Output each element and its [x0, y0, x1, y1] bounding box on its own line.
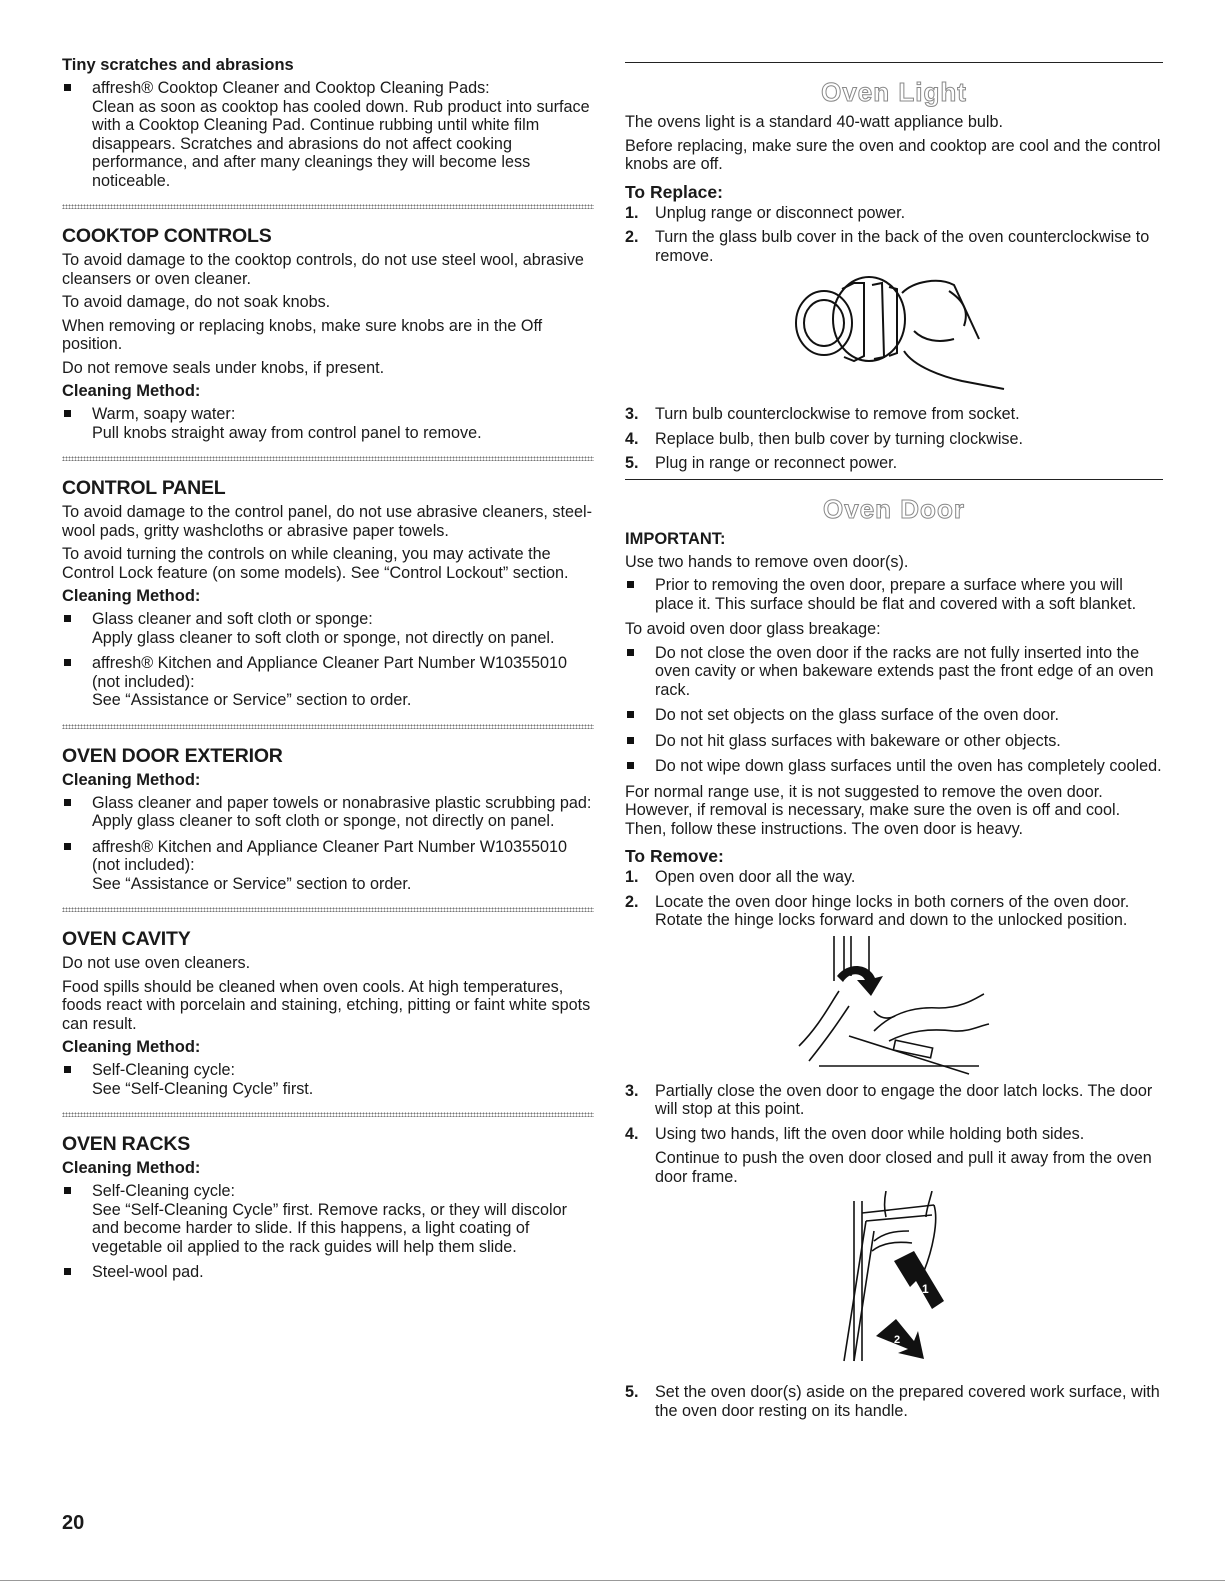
- list-item: affresh® Kitchen and Appliance Cleaner Part Number W10355010 (not included): See “Assistance or Service” section to order.: [62, 838, 594, 894]
- scratches-list: [62, 79, 594, 190]
- paragraph: Do not remove seals under knobs, if present.: [62, 358, 385, 377]
- paragraph: To avoid damage, do not soak knobs.: [62, 293, 331, 311]
- replace-steps: [625, 204, 1163, 266]
- oven-light-title: Oven Light: [821, 77, 967, 107]
- oven-racks-methods: [62, 1182, 594, 1282]
- control-panel-heading: CONTROL PANEL: [62, 477, 226, 499]
- list-item: Self-Cleaning cycle: See “Self-Cleaning Cycle” first.: [62, 1061, 594, 1098]
- cooktop-controls-heading: COOKTOP CONTROLS: [62, 225, 272, 247]
- door-lift-illustration: [814, 1191, 974, 1371]
- list-item: Do not hit glass surfaces with bakeware or other objects.: [625, 732, 1163, 751]
- list-item: Do not wipe down glass surfaces until the oven has completely cooled.: [625, 757, 1163, 776]
- svg-text:2: 2: [894, 1334, 901, 1346]
- list-item: 5. Set the oven door(s) aside on the prepared covered work surface, with the oven door resting on its handle.: [625, 1383, 1160, 1420]
- remove-steps: [625, 868, 1163, 930]
- list-item: Do not set objects on the glass surface of the oven door.: [625, 706, 1163, 725]
- paragraph: To avoid turning the controls on while cleaning, you may activate the Control Lock feature (on some models). See “Control Lockout” section.: [62, 545, 569, 582]
- cleaning-method-label: Cleaning Method:: [62, 1038, 201, 1056]
- cleaning-method-label: Cleaning Method:: [62, 770, 201, 789]
- list-item: 4. Replace bulb, then bulb cover by turning clockwise.: [625, 429, 1024, 448]
- door-exterior-methods: [62, 794, 594, 894]
- section-rule: [625, 62, 1163, 63]
- paragraph: To avoid oven door glass breakage:: [625, 620, 881, 638]
- list-item: Glass cleaner and soft cloth or sponge: Apply glass cleaner to soft cloth or sponge, not directly on panel.: [62, 610, 594, 647]
- list-item: 5. Plug in range or reconnect power.: [625, 454, 898, 472]
- paragraph: Food spills should be cleaned when oven cools. At high temperatures, foods react with porcelain and staining, etching, pitting or faint white spots can result.: [62, 977, 591, 1033]
- cleaning-method-label: Cleaning Method:: [62, 1159, 201, 1177]
- bullet-icon: [627, 649, 634, 656]
- paragraph: Before replacing, make sure the oven and cooktop are cool and the control knobs are off.: [625, 136, 1161, 173]
- bullet-icon: [64, 84, 71, 91]
- section-divider: [62, 204, 594, 209]
- list-item: Warm, soapy water: Pull knobs straight away from control panel to remove.: [62, 405, 594, 442]
- list-item: 2. Turn the glass bulb cover in the back of the oven counterclockwise to remove.: [625, 228, 1150, 265]
- bullet-icon: [64, 410, 71, 417]
- list-item: Prior to removing the oven door, prepare a surface where you will place it. This surface should be flat and covered with a soft blanket.: [625, 576, 1163, 613]
- paragraph: To avoid damage to the cooktop controls, do not use steel wool, abrasive cleansers or oven cleaner.: [62, 251, 584, 288]
- bulb-cover-illustration: [764, 271, 1024, 401]
- replace-steps-continued: [625, 405, 1163, 473]
- svg-text:1: 1: [922, 1282, 929, 1296]
- cleaning-method-label: Cleaning Method:: [62, 382, 201, 400]
- list-item: Steel-wool pad.: [62, 1263, 594, 1282]
- bullet-icon: [64, 1187, 71, 1194]
- bullet-icon: [64, 843, 71, 850]
- bullet-icon: [64, 615, 71, 622]
- hinge-lock-illustration: [779, 936, 1009, 1076]
- section-divider: [62, 1112, 594, 1117]
- to-replace-heading: To Replace:: [625, 181, 723, 202]
- list-item: Glass cleaner and paper towels or nonabrasive plastic scrubbing pad: Apply glass cleaner to soft cloth or sponge, not directly on panel.: [62, 794, 594, 831]
- list-item: affresh® Cooktop Cleaner and Cooktop Cleaning Pads: Clean as soon as cooktop has cooled down. Rub product into surface with a Cooktop Cleaning Pad. Continue rubbing until white film disappears. Scratches and abrasions do not affect cooking performance, and after many cleanings they will become less noticeable.: [62, 79, 594, 190]
- paragraph: The ovens light is a standard 40-watt appliance bulb.: [625, 113, 1003, 131]
- list-item: Self-Cleaning cycle: See “Self-Cleaning Cycle” first. Remove racks, or they will discolor and become harder to slide. If this happens, a light coating of vegetable oil applied to the rack guides will help them slide.: [62, 1182, 594, 1256]
- list-item: 2. Locate the oven door hinge locks in both corners of the oven door. Rotate the hinge locks forward and down to the unlocked position.: [625, 892, 1130, 929]
- bullet-icon: [627, 762, 634, 769]
- scratches-heading: Tiny scratches and abrasions: [62, 56, 294, 74]
- page-number: 20: [62, 1512, 85, 1534]
- paragraph: Use two hands to remove oven door(s).: [625, 552, 909, 571]
- door-exterior-heading: OVEN DOOR EXTERIOR: [62, 744, 283, 767]
- left-column: [62, 56, 594, 1289]
- bullet-icon: [64, 659, 71, 666]
- list-item: affresh® Kitchen and Appliance Cleaner Part Number W10355010 (not included): See “Assistance or Service” section to order.: [62, 654, 594, 710]
- remove-steps-continued: [625, 1082, 1163, 1144]
- oven-cavity-heading: OVEN CAVITY: [62, 928, 191, 950]
- list-item: Do not close the oven door if the racks are not fully inserted into the oven cavity or when bakeware extends past the front edge of an oven rack.: [625, 644, 1163, 700]
- oven-cavity-methods: [62, 1061, 594, 1098]
- bullet-icon: [627, 711, 634, 718]
- bullet-icon: [64, 1066, 71, 1073]
- cooktop-methods: [62, 405, 594, 442]
- paragraph: Do not use oven cleaners.: [62, 954, 251, 972]
- list-item: 3. Partially close the oven door to engage the door latch locks. The door will stop at this point.: [625, 1081, 1153, 1118]
- list-item: 3. Turn bulb counterclockwise to remove from socket.: [625, 405, 1020, 423]
- bullet-icon: [627, 737, 634, 744]
- page-bottom-rule: [0, 1580, 1225, 1581]
- list-item: 1. Open oven door all the way.: [625, 868, 856, 886]
- control-panel-methods: [62, 610, 594, 710]
- section-divider: [62, 724, 594, 729]
- bullet-icon: [627, 581, 634, 588]
- right-column: [625, 62, 1163, 1426]
- cleaning-method-label: Cleaning Method:: [62, 587, 201, 605]
- oven-door-title: Oven Door: [823, 493, 965, 524]
- bullet-icon: [64, 1268, 71, 1275]
- door-bullets-b: [625, 644, 1163, 776]
- paragraph: When removing or replacing knobs, make sure knobs are in the Off position.: [62, 316, 543, 353]
- list-item: 1. Unplug range or disconnect power.: [625, 203, 906, 222]
- section-divider: [62, 907, 594, 912]
- to-remove-heading: To Remove:: [625, 846, 724, 866]
- important-label: IMPORTANT:: [625, 529, 726, 548]
- section-divider: [62, 456, 594, 461]
- bullet-icon: [64, 799, 71, 806]
- door-bullets-a: [625, 576, 1163, 613]
- section-rule: [625, 479, 1163, 480]
- paragraph: Continue to push the oven door closed and pull it away from the oven door frame.: [655, 1149, 1152, 1186]
- remove-steps-final: [625, 1383, 1163, 1420]
- oven-racks-heading: OVEN RACKS: [62, 1133, 191, 1155]
- list-item: 4. Using two hands, lift the oven door while holding both sides.: [625, 1124, 1085, 1143]
- paragraph: To avoid damage to the control panel, do not use abrasive cleaners, steel-wool pads, gritty washcloths or abrasive paper towels.: [62, 503, 593, 540]
- paragraph: For normal range use, it is not suggested to remove the oven door. However, if removal is necessary, make sure the oven is off and cool. Then, follow these instructions. The oven door is heavy.: [625, 782, 1121, 838]
